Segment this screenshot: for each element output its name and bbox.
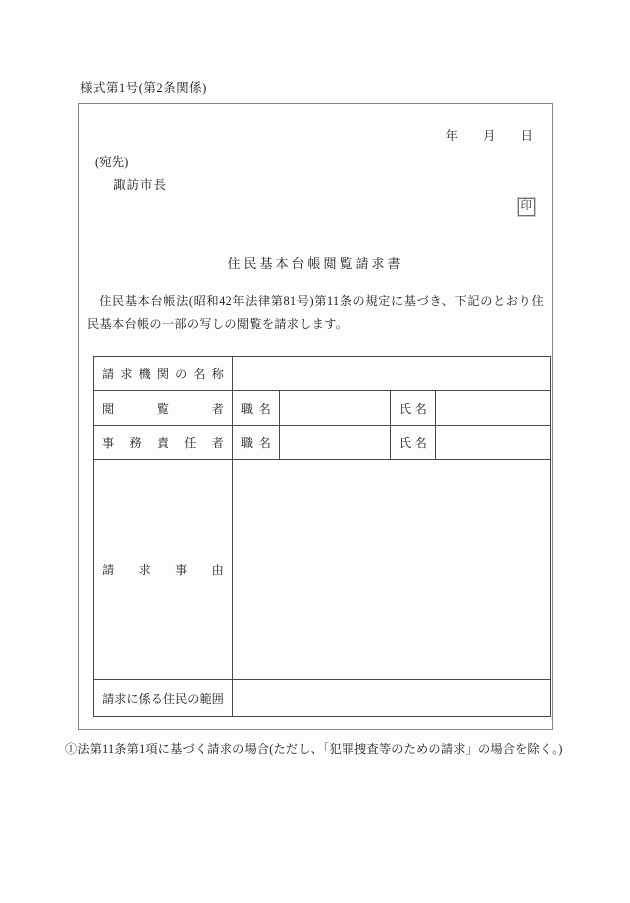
footnote: ①法第11条第1項に基づく請求の場合(ただし、「犯罪捜査等のための請求」の場合を除く。) [65, 742, 563, 756]
clerk-job-title-label: 職 名 [232, 426, 279, 460]
clerk-job-title-value-cell [279, 426, 390, 460]
request-table [93, 356, 551, 717]
scope-value-cell [232, 680, 550, 717]
viewer-name-value-cell [435, 391, 550, 426]
viewer-name-label: 氏 名 [390, 391, 435, 426]
addressee-name: 諏訪市長 [113, 178, 168, 192]
clerk-name-value-cell [435, 426, 550, 460]
clerk-name-label: 氏 名 [390, 426, 435, 460]
date-line: 年 月 日 [445, 129, 533, 143]
table-row-reason [94, 460, 551, 680]
form-number-label: 様式第1号(第2条関係) [80, 81, 207, 95]
viewer-job-title-value-cell [279, 391, 390, 426]
agency-name-value-cell [232, 357, 550, 391]
form-border-box [78, 103, 553, 730]
reason-label: 請 求 事 由 [94, 460, 233, 680]
table-row-clerk [94, 426, 551, 460]
addressee-label: (宛先) [95, 155, 129, 169]
table-row-scope [94, 680, 551, 717]
clerk-label: 事 務 責 任 者 [94, 426, 233, 460]
agency-name-label: 請 求 機 関 の 名 称 [94, 357, 233, 391]
seal-mark: 印 [518, 198, 536, 216]
form-body-text: 住民基本台帳法(昭和42年法律第81号)第11条の規定に基づき、下記のとおり住民基本台帳の一部の写しの閲覧を請求します。 [87, 294, 544, 331]
viewer-label: 閲 覧 者 [94, 391, 233, 426]
form-title: 住民基本台帳閲覧請求書 [227, 256, 404, 271]
table-row-viewer [94, 391, 551, 426]
scope-label: 請求に係る住民の範囲 [94, 680, 233, 717]
table-row-agency-name [94, 357, 551, 391]
reason-value-cell [232, 460, 550, 680]
viewer-job-title-label: 職 名 [232, 391, 279, 426]
